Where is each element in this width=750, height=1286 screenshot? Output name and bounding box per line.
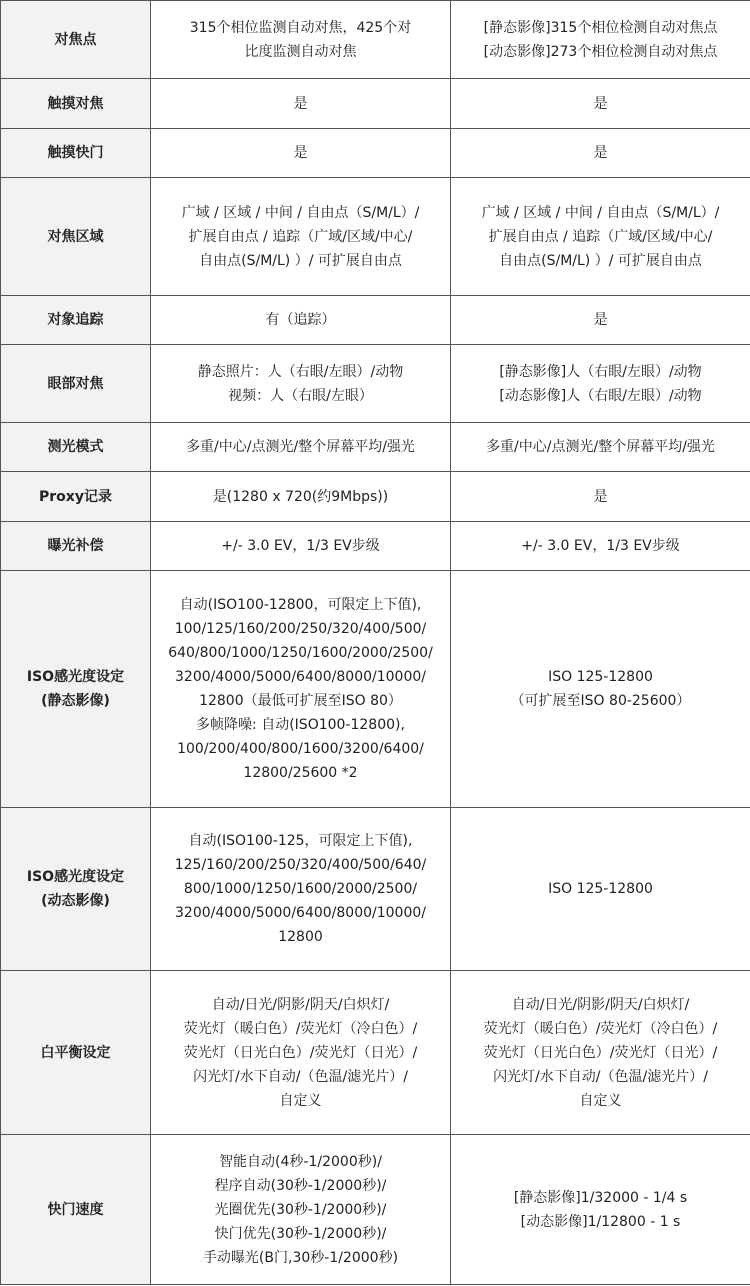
spec-value-a: 广域 / 区域 / 中间 / 自由点（S/M/L）/ 扩展自由点 / 追踪（广域/区域/中心/ 自由点(S/M/L) ）/ 可扩展自由点 xyxy=(151,178,451,296)
spec-value-a: +/- 3.0 EV，1/3 EV步级 xyxy=(151,522,451,571)
spec-value-a: 自动(ISO100-125，可限定上下值), 125/160/200/250/320/400/500/640/ 800/1000/1250/1600/2000/2500/ 3200/4000/5000/6400/8000/10000/ 12800 xyxy=(151,808,451,971)
spec-value-b: 是 xyxy=(451,129,750,178)
row-metering-mode xyxy=(1,423,750,472)
row-label: ISO感光度设定 (动态影像) xyxy=(1,808,151,971)
spec-value-b: ISO 125-12800 xyxy=(451,808,750,971)
spec-value-b: 是 xyxy=(451,296,750,345)
row-label: 快门速度 xyxy=(1,1135,151,1285)
row-label: 对象追踪 xyxy=(1,296,151,345)
spec-value-b: +/- 3.0 EV，1/3 EV步级 xyxy=(451,522,750,571)
row-label: 触摸快门 xyxy=(1,129,151,178)
spec-value-b: ISO 125-12800 （可扩展至ISO 80-25600） xyxy=(451,571,750,808)
row-shutter-speed xyxy=(1,1135,750,1285)
row-touch-shutter xyxy=(1,129,750,178)
row-label: 对焦区域 xyxy=(1,178,151,296)
row-exposure-compensation xyxy=(1,522,750,571)
row-label: 眼部对焦 xyxy=(1,345,151,423)
row-focus-points xyxy=(1,1,750,79)
spec-value-a: 有（追踪） xyxy=(151,296,451,345)
spec-value-b: 广域 / 区域 / 中间 / 自由点（S/M/L）/ 扩展自由点 / 追踪（广域/区域/中心/ 自由点(S/M/L) ）/ 可扩展自由点 xyxy=(451,178,750,296)
spec-value-b: [静态影像]1/32000 - 1/4 s [动态影像]1/12800 - 1 s xyxy=(451,1135,750,1285)
row-iso-movie xyxy=(1,808,750,971)
spec-value-a: 智能自动(4秒-1/2000秒)/ 程序自动(30秒-1/2000秒)/ 光圈优先(30秒-1/2000秒)/ 快门优先(30秒-1/2000秒)/ 手动曝光(B门,30秒-1/2000秒) xyxy=(151,1135,451,1285)
spec-value-a: 是 xyxy=(151,79,451,129)
row-label: 曝光补偿 xyxy=(1,522,151,571)
spec-value-b: 多重/中心/点测光/整个屏幕平均/强光 xyxy=(451,423,750,472)
spec-value-a: 是(1280 x 720(约9Mbps)) xyxy=(151,472,451,522)
spec-value-b: 自动/日光/阴影/阴天/白炽灯/ 荧光灯（暖白色）/荧光灯（冷白色）/ 荧光灯（日光白色）/荧光灯（日光）/ 闪光灯/水下自动/（色温/滤光片）/ 自定义 xyxy=(451,971,750,1135)
spec-value-a: 是 xyxy=(151,129,451,178)
spec-value-b: 是 xyxy=(451,79,750,129)
row-label: 对焦点 xyxy=(1,1,151,79)
row-label: ISO感光度设定 (静态影像) xyxy=(1,571,151,808)
spec-value-a: 自动(ISO100-12800，可限定上下值), 100/125/160/200/250/320/400/500/ 640/800/1000/1250/1600/2000/2500/ 3200/4000/5000/6400/8000/10000/ 12800（最低可扩展至ISO 80） 多帧降噪: 自动(ISO100-12800), 100/200/400/800/1600/3200/6400/ 12800/25600 *2 xyxy=(151,571,451,808)
row-touch-focus xyxy=(1,79,750,129)
row-label: Proxy记录 xyxy=(1,472,151,522)
row-label: 白平衡设定 xyxy=(1,971,151,1135)
spec-value-b: 是 xyxy=(451,472,750,522)
spec-value-a: 静态照片：人（右眼/左眼）/动物 视频：人（右眼/左眼） xyxy=(151,345,451,423)
row-label: 测光模式 xyxy=(1,423,151,472)
row-white-balance xyxy=(1,971,750,1135)
row-focus-area xyxy=(1,178,750,296)
spec-value-a: 自动/日光/阴影/阴天/白炽灯/ 荧光灯（暖白色）/荧光灯（冷白色）/ 荧光灯（日光白色）/荧光灯（日光）/ 闪光灯/水下自动/（色温/滤光片）/ 自定义 xyxy=(151,971,451,1135)
spec-value-a: 315个相位监测自动对焦，425个对 比度监测自动对焦 xyxy=(151,1,451,79)
row-iso-still xyxy=(1,571,750,808)
spec-value-b: [静态影像]315个相位检测自动对焦点 [动态影像]273个相位检测自动对焦点 xyxy=(451,1,750,79)
row-eye-af xyxy=(1,345,750,423)
row-label: 触摸对焦 xyxy=(1,79,151,129)
row-object-tracking xyxy=(1,296,750,345)
spec-value-b: [静态影像]人（右眼/左眼）/动物 [动态影像]人（右眼/左眼）/动物 xyxy=(451,345,750,423)
spec-value-a: 多重/中心/点测光/整个屏幕平均/强光 xyxy=(151,423,451,472)
row-proxy-recording xyxy=(1,472,750,522)
